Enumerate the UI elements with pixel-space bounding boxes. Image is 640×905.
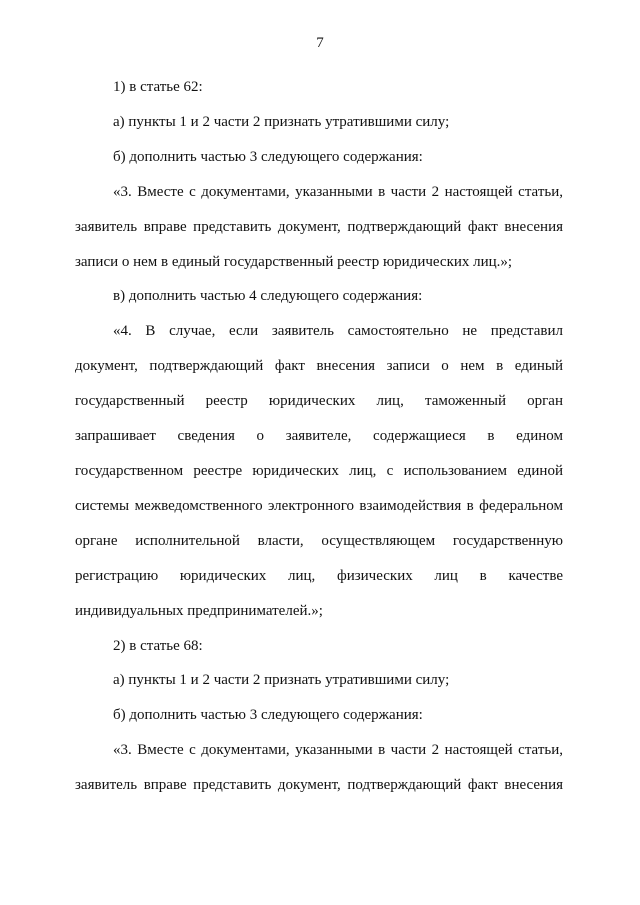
text-line: а) пункты 1 и 2 части 2 признать утратившими силу; <box>113 672 450 689</box>
text-line: б) дополнить частью 3 следующего содержания: <box>113 707 423 724</box>
text-line: органе исполнительной власти, осуществляющем государственную <box>75 532 563 549</box>
text-line: индивидуальных предпринимателей.»; <box>75 602 323 619</box>
text-line: а) пункты 1 и 2 части 2 признать утратившими силу; <box>113 113 450 130</box>
text-line: 1) в статье 62: <box>113 79 203 95</box>
text-line: записи о нем в единый государственный реестр юридических лиц.»; <box>75 253 513 270</box>
text-line: заявитель вправе представить документ, подтверждающий факт внесения <box>75 218 563 235</box>
text-line: заявитель вправе представить документ, подтверждающий факт внесения <box>75 777 563 794</box>
text-line: государственный реестр юридических лиц, таможенный орган <box>75 393 563 410</box>
page-number: 7 <box>316 35 324 51</box>
text-line: «3. Вместе с документами, указанными в части 2 настоящей статьи, <box>113 742 563 759</box>
text-line: б) дополнить частью 3 следующего содержания: <box>113 148 423 165</box>
text-line: «4. В случае, если заявитель самостоятельно не представил <box>113 323 563 340</box>
document-body <box>75 70 563 803</box>
text-line: запрашивает сведения о заявителе, содержащиеся в едином <box>75 428 563 445</box>
text-line: в) дополнить частью 4 следующего содержания: <box>113 288 423 305</box>
text-line: 2) в статье 68: <box>113 637 203 654</box>
text-line: регистрацию юридических лиц, физических лиц в качестве <box>75 567 563 584</box>
text-line: системы межведомственного электронного взаимодействия в федеральном <box>75 497 563 514</box>
text-line: «3. Вместе с документами, указанными в части 2 настоящей статьи, <box>113 183 563 200</box>
text-line: документ, подтверждающий факт внесения записи о нем в единый <box>75 358 563 375</box>
text-line: государственном реестре юридических лиц, с использованием единой <box>75 462 563 479</box>
